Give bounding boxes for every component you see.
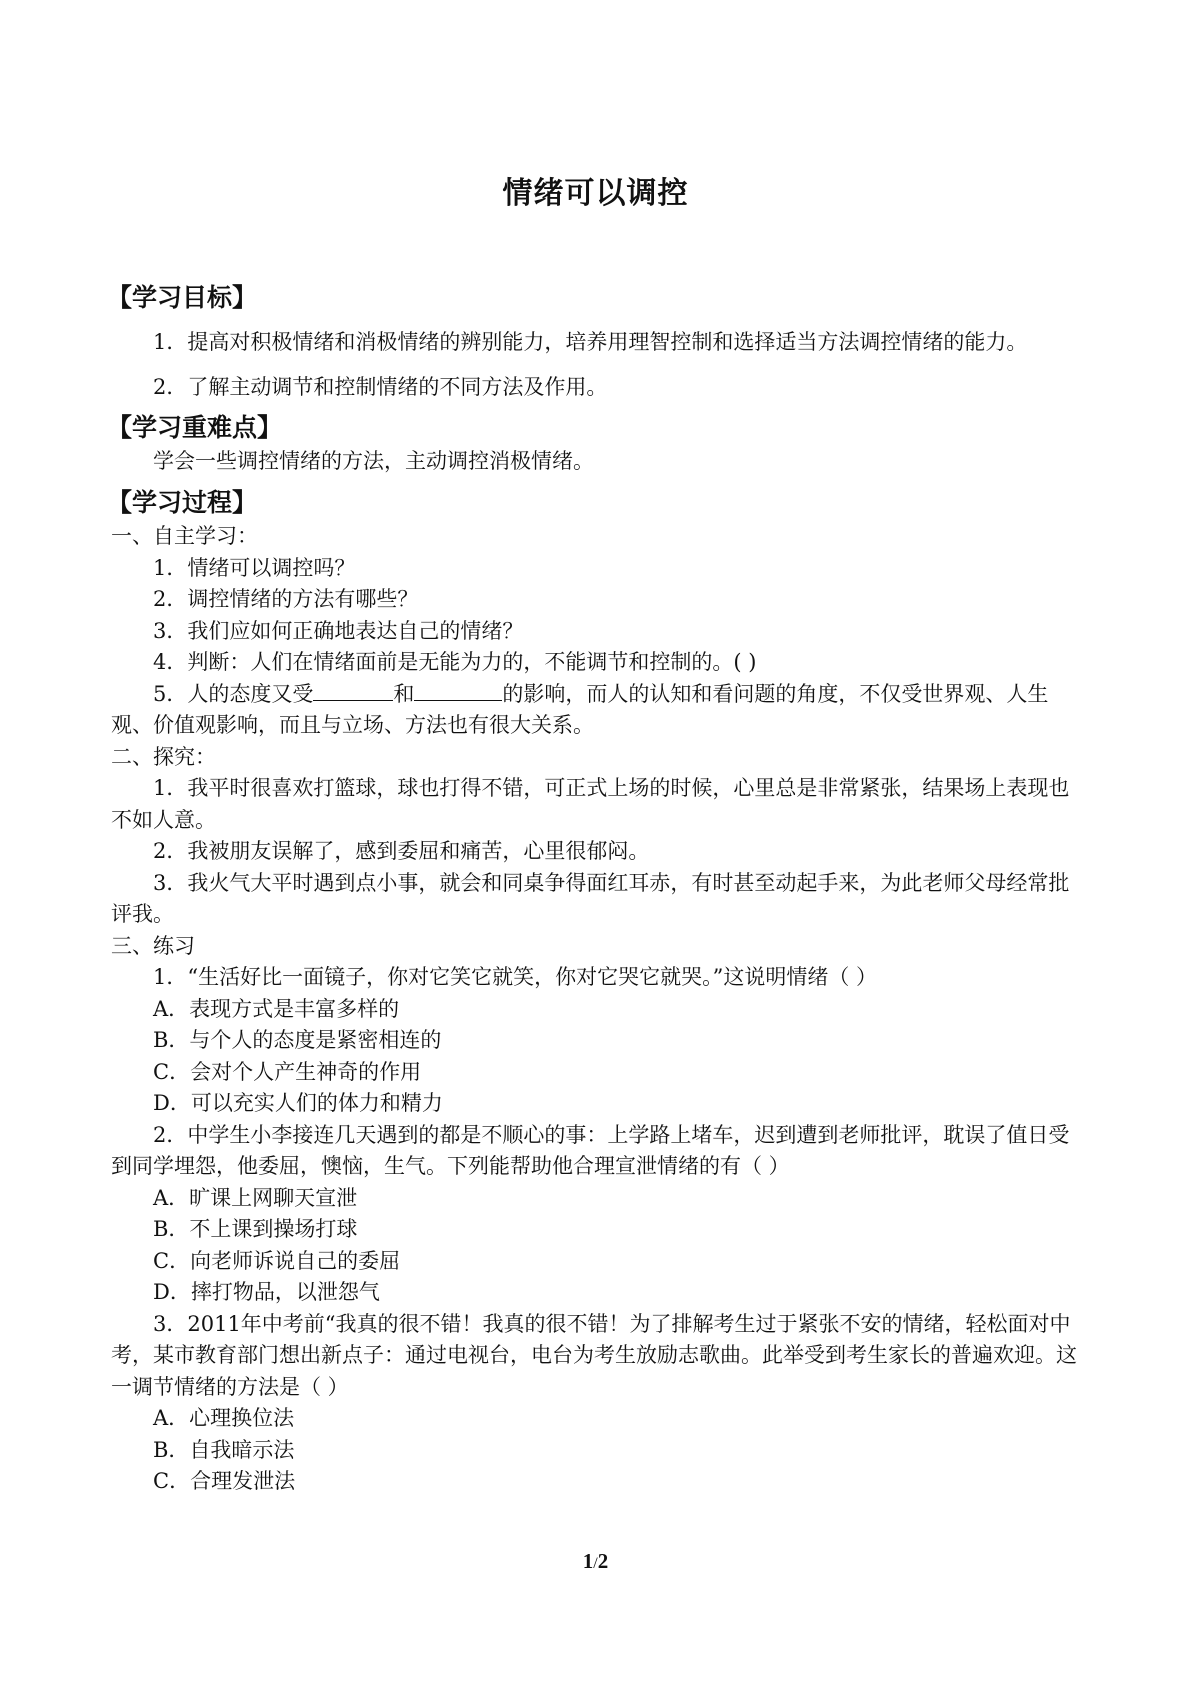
page-title: 情绪可以调控 (502, 176, 689, 211)
page-current: 1 (582, 1549, 594, 1573)
practice-label: 三、练习 (111, 933, 195, 958)
goals-heading: 【学习目标】 (107, 283, 258, 312)
page-separator: / (593, 1555, 598, 1572)
q5-text-2: 和 (393, 681, 415, 706)
explore-label: 二、探究： (111, 744, 216, 769)
q5-text-3: 的影响，而人的认知和看问题的角度，不仅受世界观、人生观、价值观影响，而且与立场、方法也有很大关系。 (111, 681, 1049, 737)
practice-q1-option-d: D．可以充实人们的体力和精力 (153, 1091, 443, 1115)
process-heading: 【学习过程】 (107, 488, 258, 517)
practice-q2-option-a: A．旷课上网聊天宣泄 (153, 1185, 358, 1210)
self-study-q4: 4．判断：人们在情绪面前是无能为力的，不能调节和控制的。( ) (153, 650, 757, 674)
practice-q3-option-a: A．心理换位法 (153, 1406, 295, 1430)
explore-item-1: 1．我平时很喜欢打篮球，球也打得不错，可正式上场的时候，心里总是非常紧张，结果场上表现也不如人意。 (111, 776, 1070, 832)
q5-blank-1 (313, 680, 393, 701)
practice-q1-option-c: C．会对个人产生神奇的作用 (153, 1059, 422, 1084)
practice-q1-stem: 1．“生活好比一面镜子，你对它笑它就笑，你对它哭它就哭。”这说明情绪（ ） (153, 965, 878, 989)
practice-q2-option-c: C．向老师诉说自己的委屈 (153, 1248, 401, 1273)
explore-item-3: 3．我火气大平时遇到点小事，就会和同桌争得面红耳赤，有时甚至动起手来，为此老师父母经常批评我。 (111, 870, 1070, 926)
q5-text-1: 5．人的态度又受 (153, 681, 314, 706)
page-total: 2 (597, 1549, 609, 1573)
self-study-q1: 1．情绪可以调控吗？ (153, 555, 356, 580)
document-body (107, 280, 1086, 1498)
q5-blank-2 (414, 680, 502, 701)
practice-q2-option-d: D．摔打物品，以泄怨气 (153, 1280, 380, 1304)
self-study-label: 一、自主学习： (111, 524, 258, 548)
goal-item-1: 1．提高对积极情绪和消极情绪的辨别能力，培养用理智控制和选择适当方法调控情绪的能力。 (153, 330, 1028, 354)
key-points-heading: 【学习重难点】 (107, 412, 283, 442)
self-study-q5 (111, 679, 1086, 742)
practice-q3-option-b: B．自我暗示法 (153, 1437, 295, 1462)
practice-q1-option-a: A．表现方式是丰富多样的 (153, 996, 400, 1021)
practice-q3-option-c: C．合理发泄法 (153, 1469, 296, 1493)
explore-item-2: 2．我被朋友误解了，感到委屈和痛苦，心里很郁闷。 (153, 839, 650, 863)
key-points-text: 学会一些调控情绪的方法，主动调控消极情绪。 (153, 448, 594, 473)
practice-q2-option-b: B．不上课到操场打球 (153, 1217, 358, 1241)
self-study-q2: 2．调控情绪的方法有哪些？ (153, 587, 419, 611)
self-study-q3: 3．我们应如何正确地表达自己的情绪？ (153, 618, 524, 643)
page-number (0, 1549, 1191, 1574)
practice-q1-option-b: B．与个人的态度是紧密相连的 (153, 1028, 442, 1052)
practice-q3-stem: 3．2011年中考前“我真的很不错！我真的很不错！为了排解考生过于紧张不安的情绪，轻松面对中考，某市教育部门想出新点子：通过电视台，电台为考生放励志歌曲。此举受到考生家长的普遍欢迎。这一调节情绪的方法是（ ） (111, 1311, 1077, 1399)
practice-q2-stem: 2．中学生小李接连几天遇到的都是不顺心的事：上学路上堵车，迟到遭到老师批评，耽误了值日受到同学埋怨，他委屈，懊恼，生气。下列能帮助他合理宣泄情绪的有（ ） (111, 1122, 1070, 1178)
goal-item-2: 2．了解主动调节和控制情绪的不同方法及作用。 (153, 375, 608, 399)
